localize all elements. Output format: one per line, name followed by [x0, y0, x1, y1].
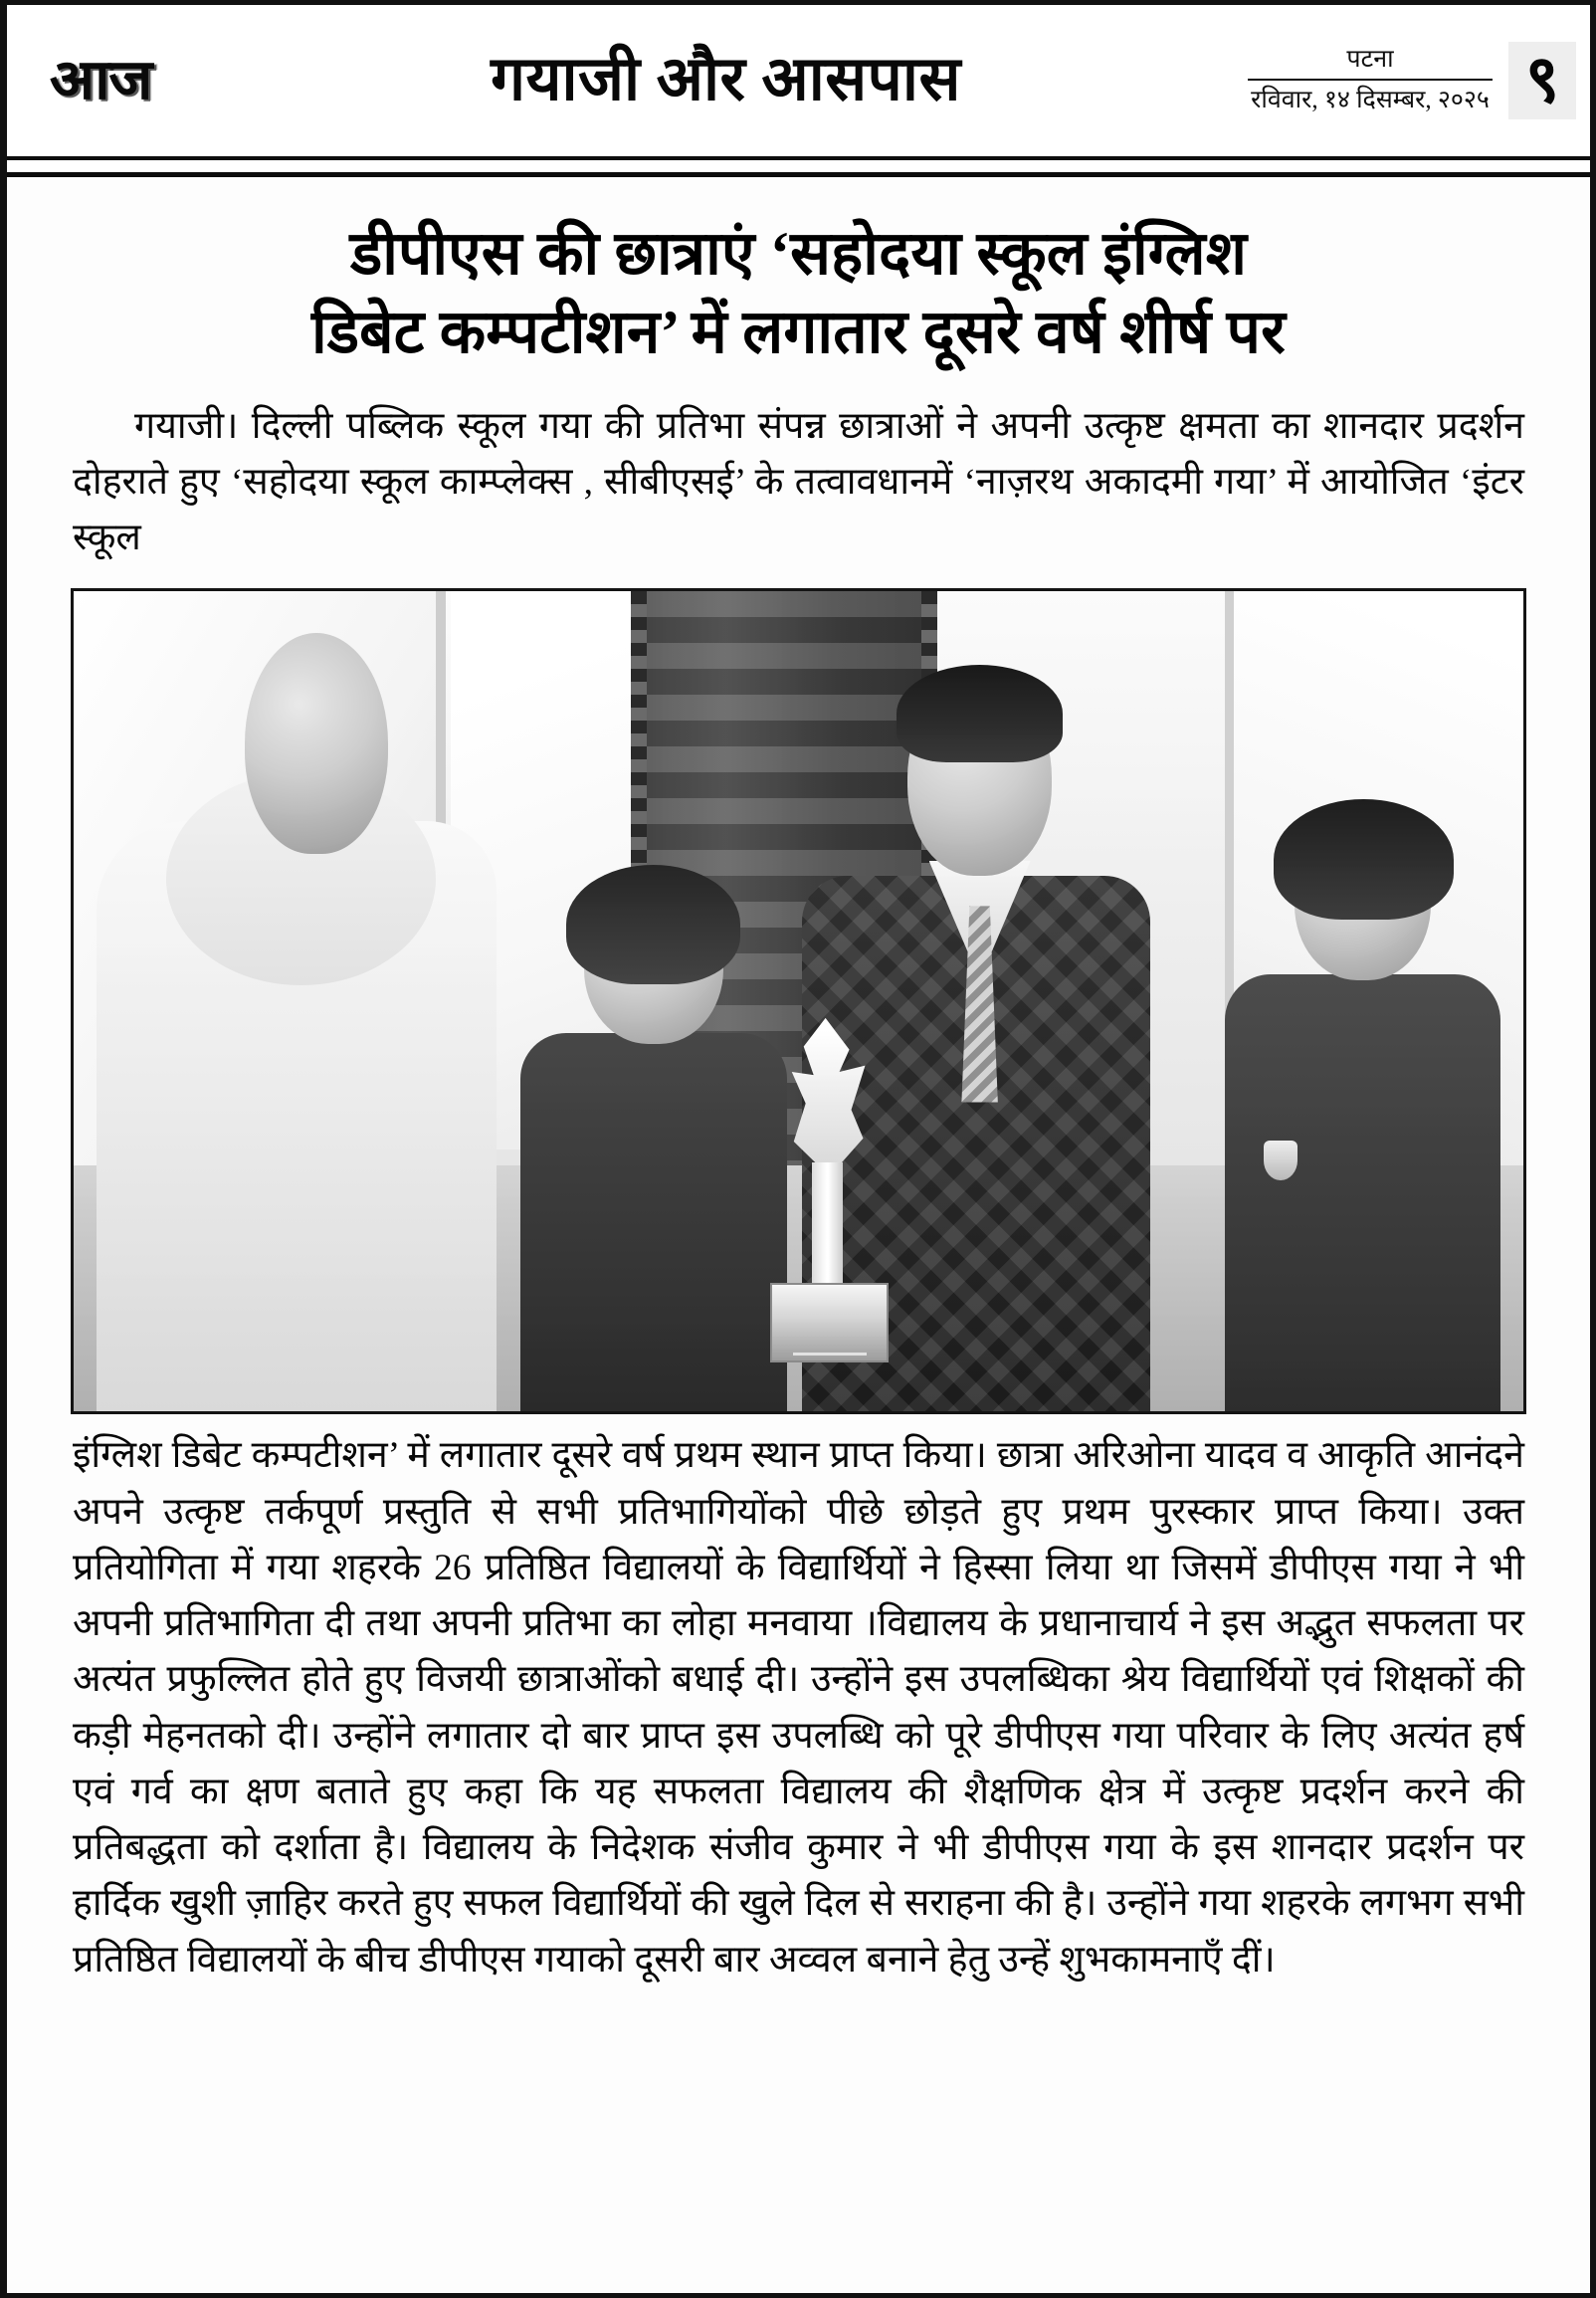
article-headline	[74, 215, 1522, 373]
edition-divider	[1248, 79, 1493, 81]
publication-logo[interactable]: आज	[49, 50, 152, 111]
article-photo	[71, 588, 1526, 1414]
photo-student-right	[1219, 805, 1508, 1412]
page-number: ९	[1508, 42, 1576, 119]
headline-line-1: डीपीएस की छात्राएं ‘सहोदया स्कूल इंग्लिश	[349, 221, 1248, 288]
article-photo-wrapper	[67, 588, 1530, 1414]
photo-person-torso	[520, 1033, 787, 1412]
photo-student-left	[508, 871, 798, 1412]
article	[7, 177, 1590, 1988]
photo-person-teacher-left	[89, 591, 523, 1411]
edition-city: पटना	[1346, 46, 1394, 74]
trophy-flame	[778, 1018, 878, 1176]
edition-date: रविवार, १४ दिसम्बर, २०२५	[1251, 86, 1490, 113]
edition-block	[1236, 42, 1576, 119]
masthead	[7, 5, 1590, 156]
trophy-stem	[812, 1162, 843, 1300]
headline-line-2: डिबेट कम्पटीशन’ में लगातार दूसरे वर्ष शीर्ष पर	[310, 300, 1287, 367]
section-title: गयाजी और आसपास	[491, 46, 961, 114]
photo-person-torso	[1225, 974, 1500, 1411]
photo-person-hair	[897, 665, 1064, 763]
trophy-base	[770, 1283, 889, 1362]
trophy-plaque	[793, 1350, 867, 1357]
article-intro	[67, 399, 1530, 567]
photo-person-hair	[1274, 799, 1454, 921]
photo-person-hair	[566, 865, 740, 984]
article-intro-text: दिल्ली पब्लिक स्कूल गया की प्रतिभा संपन्न छात्राओं ने अपनी उत्कृष्ट क्षमता का शानदार प्रदर्शन दोहराते हुए ‘सहोदया स्कूल काम्प्लेक्स , सीबीएसई’ के तत्वावधानमें ‘नाज़रथ अकादमी गया’ में आयोजित ‘इंटर स्कूल	[73, 405, 1524, 559]
article-dateline: गयाजी।	[134, 405, 239, 447]
edition-text	[1236, 42, 1504, 119]
article-body-text: इंग्लिश डिबेट कम्पटीशन’ में लगातार दूसरे वर्ष प्रथम स्थान प्राप्त किया। छात्रा अरिओना यादव व आकृति आनंदने अपने उत्कृष्ट तर्कपूर्ण प्रस्तुति से सभी प्रतिभागियोंको पीछे छोड़ते हुए प्रथम पुरस्कार प्राप्त किया। उक्त प्रतियोगिता में गया शहरके 26 प्रतिष्ठित विद्यालयों के विद्यार्थियों ने हिस्सा लिया था जिसमें डीपीएस गया ने भी अपनी प्रतिभागिता दी तथा अपनी प्रतिभा का लोहा मनवाया ।विद्यालय के प्रधानाचार्य ने इस अद्भुत सफलता पर अत्यंत प्रफुल्लित होते हुए विजयी छात्राओंको बधाई दी। उन्होंने इस उपलब्धिका श्रेय विद्यार्थियों एवं शिक्षकों की कड़ी मेहनतको दी। उन्होंने लगातार दो बार प्राप्त इस उपलब्धि को पूरे डीपीएस गया परिवार के लिए अत्यंत हर्ष एवं गर्व का क्षण बताते हुए कहा कि यह सफलता विद्यालय की शैक्षणिक क्षेत्र में उत्कृष्ट प्रदर्शन करने की प्रतिबद्धता को दर्शाता है। विद्यालय के निदेशक संजीव कुमार ने भी डीपीएस गया के इस शानदार प्रदर्शन पर हार्दिक खुशी ज़ाहिर करते हुए सफल विद्यार्थियों की खुले दिल से सराहना की है। उन्होंने गया शहरके लगभग सभी प्रतिष्ठित विद्यालयों के बीच डीपीएस गयाको दूसरी बार अव्वल बनाने हेतु उन्हें शुभकामनाएँ दीं।	[73, 1435, 1524, 1981]
trophy-icon	[762, 1018, 893, 1362]
masthead-separator-rule	[7, 156, 1590, 177]
school-crest-icon	[1264, 1141, 1297, 1180]
article-body	[67, 1428, 1530, 1988]
photo-person-head	[245, 633, 388, 854]
